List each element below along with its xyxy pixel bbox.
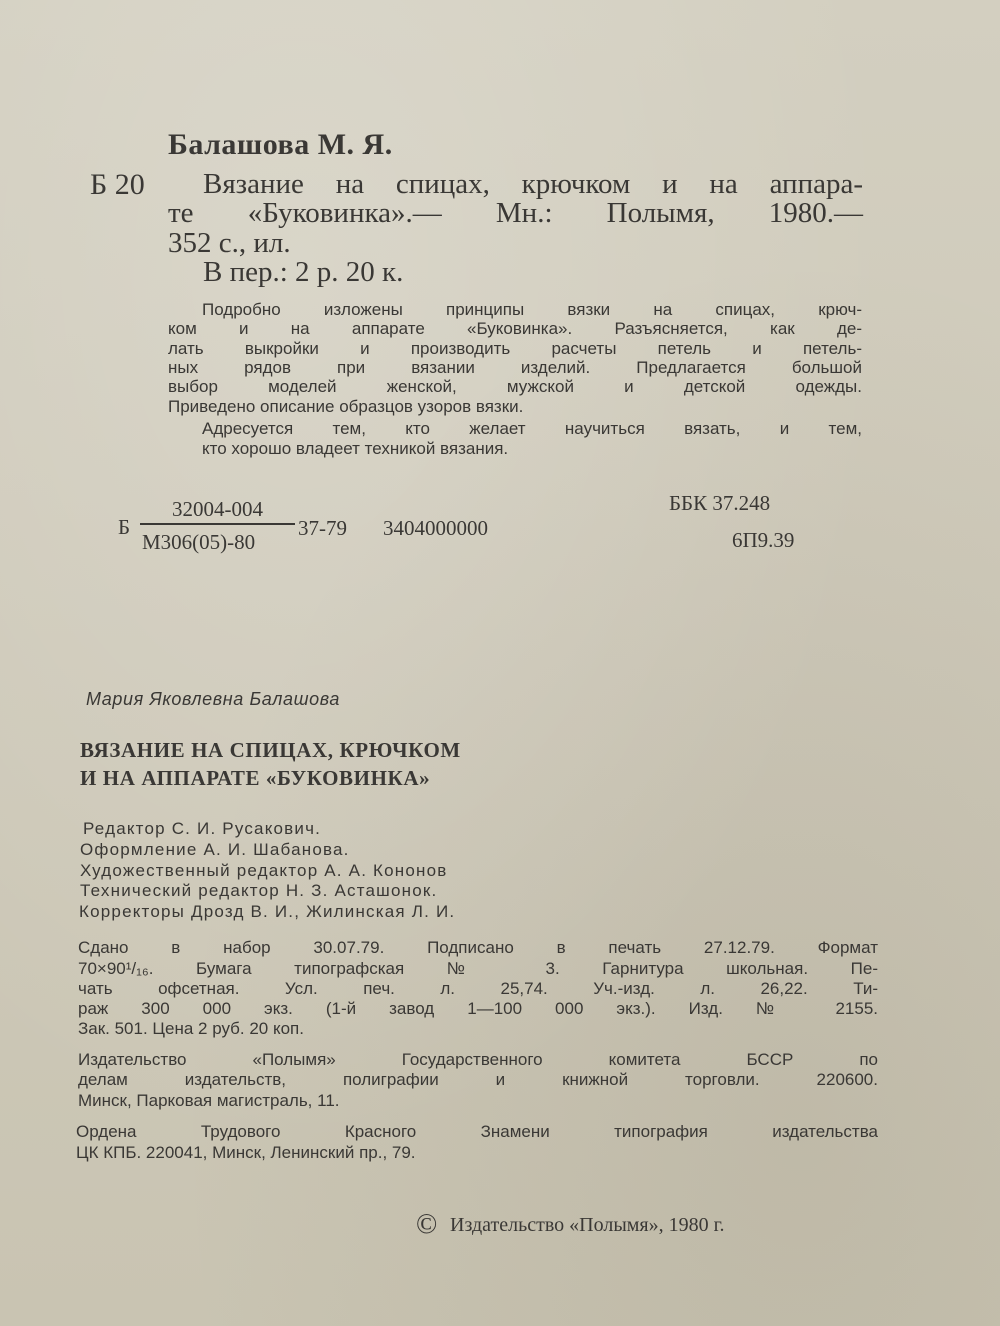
classification-denominator: М306(05)-80 bbox=[142, 530, 256, 554]
udc-code: 6П9.39 bbox=[732, 528, 795, 552]
catalog-title-line: те «Буковинка».— Мн.: Полымя, 1980.— bbox=[168, 197, 863, 229]
print-detail-line: чать офсетная. Усл. печ. л. 25,74. Уч.-изд. л. 26,22. Ти- bbox=[78, 979, 878, 998]
classification-numerator: 32004-004 bbox=[172, 497, 263, 521]
print-detail-line: Зак. 501. Цена 2 руб. 20 коп. bbox=[78, 1019, 304, 1038]
printer-line: ЦК КПБ. 220041, Минск, Ленинский пр., 79. bbox=[76, 1143, 416, 1162]
credit-line: Редактор С. И. Русакович. bbox=[83, 819, 322, 838]
copyright-symbol: © bbox=[416, 1209, 438, 1240]
copyright-notice: Издательство «Полымя», 1980 г. bbox=[450, 1214, 725, 1236]
catalog-price: В пер.: 2 р. 20 к. bbox=[203, 256, 404, 288]
classification-number: 3404000000 bbox=[383, 516, 488, 540]
credit-line: Оформление А. И. Шабанова. bbox=[80, 840, 350, 859]
catalog-title-line: Вязание на спицах, крючком и на аппара- bbox=[203, 168, 863, 200]
publisher-line: Издательство «Полымя» Государственного комитета БССР по bbox=[78, 1050, 878, 1069]
publisher-line: Минск, Парковая магистраль, 11. bbox=[78, 1091, 340, 1110]
classification-number: 37-79 bbox=[298, 516, 347, 540]
abstract-line: Подробно изложены принципы вязки на спицах, крюч- bbox=[202, 300, 862, 319]
print-detail-line: 70×90¹/₁₆. Бумага типографская № 3. Гарнитура школьная. Пе- bbox=[78, 959, 878, 978]
fraction-bar bbox=[140, 523, 295, 525]
abstract-line: Приведено описание образцов узоров вязки. bbox=[168, 397, 524, 416]
catalog-pages: 352 с., ил. bbox=[168, 227, 291, 259]
author-full-name: Мария Яковлевна Балашова bbox=[86, 689, 340, 709]
audience-line: Адресуется тем, кто желает научиться вязать, и тем, bbox=[202, 419, 862, 438]
abstract-line: лать выкройки и производить расчеты петель и петель- bbox=[168, 339, 862, 358]
abstract-line: ком и на аппарате «Буковинка». Разъясняется, как де- bbox=[168, 319, 862, 338]
bbk-code: ББК 37.248 bbox=[669, 491, 771, 515]
print-detail-line: раж 300 000 экз. (1-й завод 1—100 000 экз.). Изд. № 2155. bbox=[78, 999, 878, 1018]
book-title: И НА АППАРАТЕ «БУКОВИНКА» bbox=[80, 766, 431, 790]
author-heading: Балашова М. Я. bbox=[168, 128, 393, 161]
credit-line: Художественный редактор А. А. Кононов bbox=[80, 861, 448, 880]
credit-line: Корректоры Дрозд В. И., Жилинская Л. И. bbox=[79, 902, 456, 921]
publisher-line: делам издательств, полиграфии и книжной торговли. 220600. bbox=[78, 1070, 878, 1089]
abstract-line: выбор моделей женской, мужской и детской одежды. bbox=[168, 377, 862, 396]
audience-line: кто хорошо владеет техникой вязания. bbox=[202, 439, 509, 458]
index-code: Б 20 bbox=[90, 168, 145, 201]
classification-prefix: Б bbox=[118, 515, 131, 539]
abstract-line: ных рядов при вязании изделий. Предлагается большой bbox=[168, 358, 862, 377]
printer-line: Ордена Трудового Красного Знамени типография издательства bbox=[76, 1122, 878, 1141]
book-title: ВЯЗАНИЕ НА СПИЦАХ, КРЮЧКОМ bbox=[80, 738, 461, 762]
print-detail-line: Сдано в набор 30.07.79. Подписано в печать 27.12.79. Формат bbox=[78, 938, 878, 957]
credit-line: Технический редактор Н. З. Асташонок. bbox=[80, 881, 438, 900]
